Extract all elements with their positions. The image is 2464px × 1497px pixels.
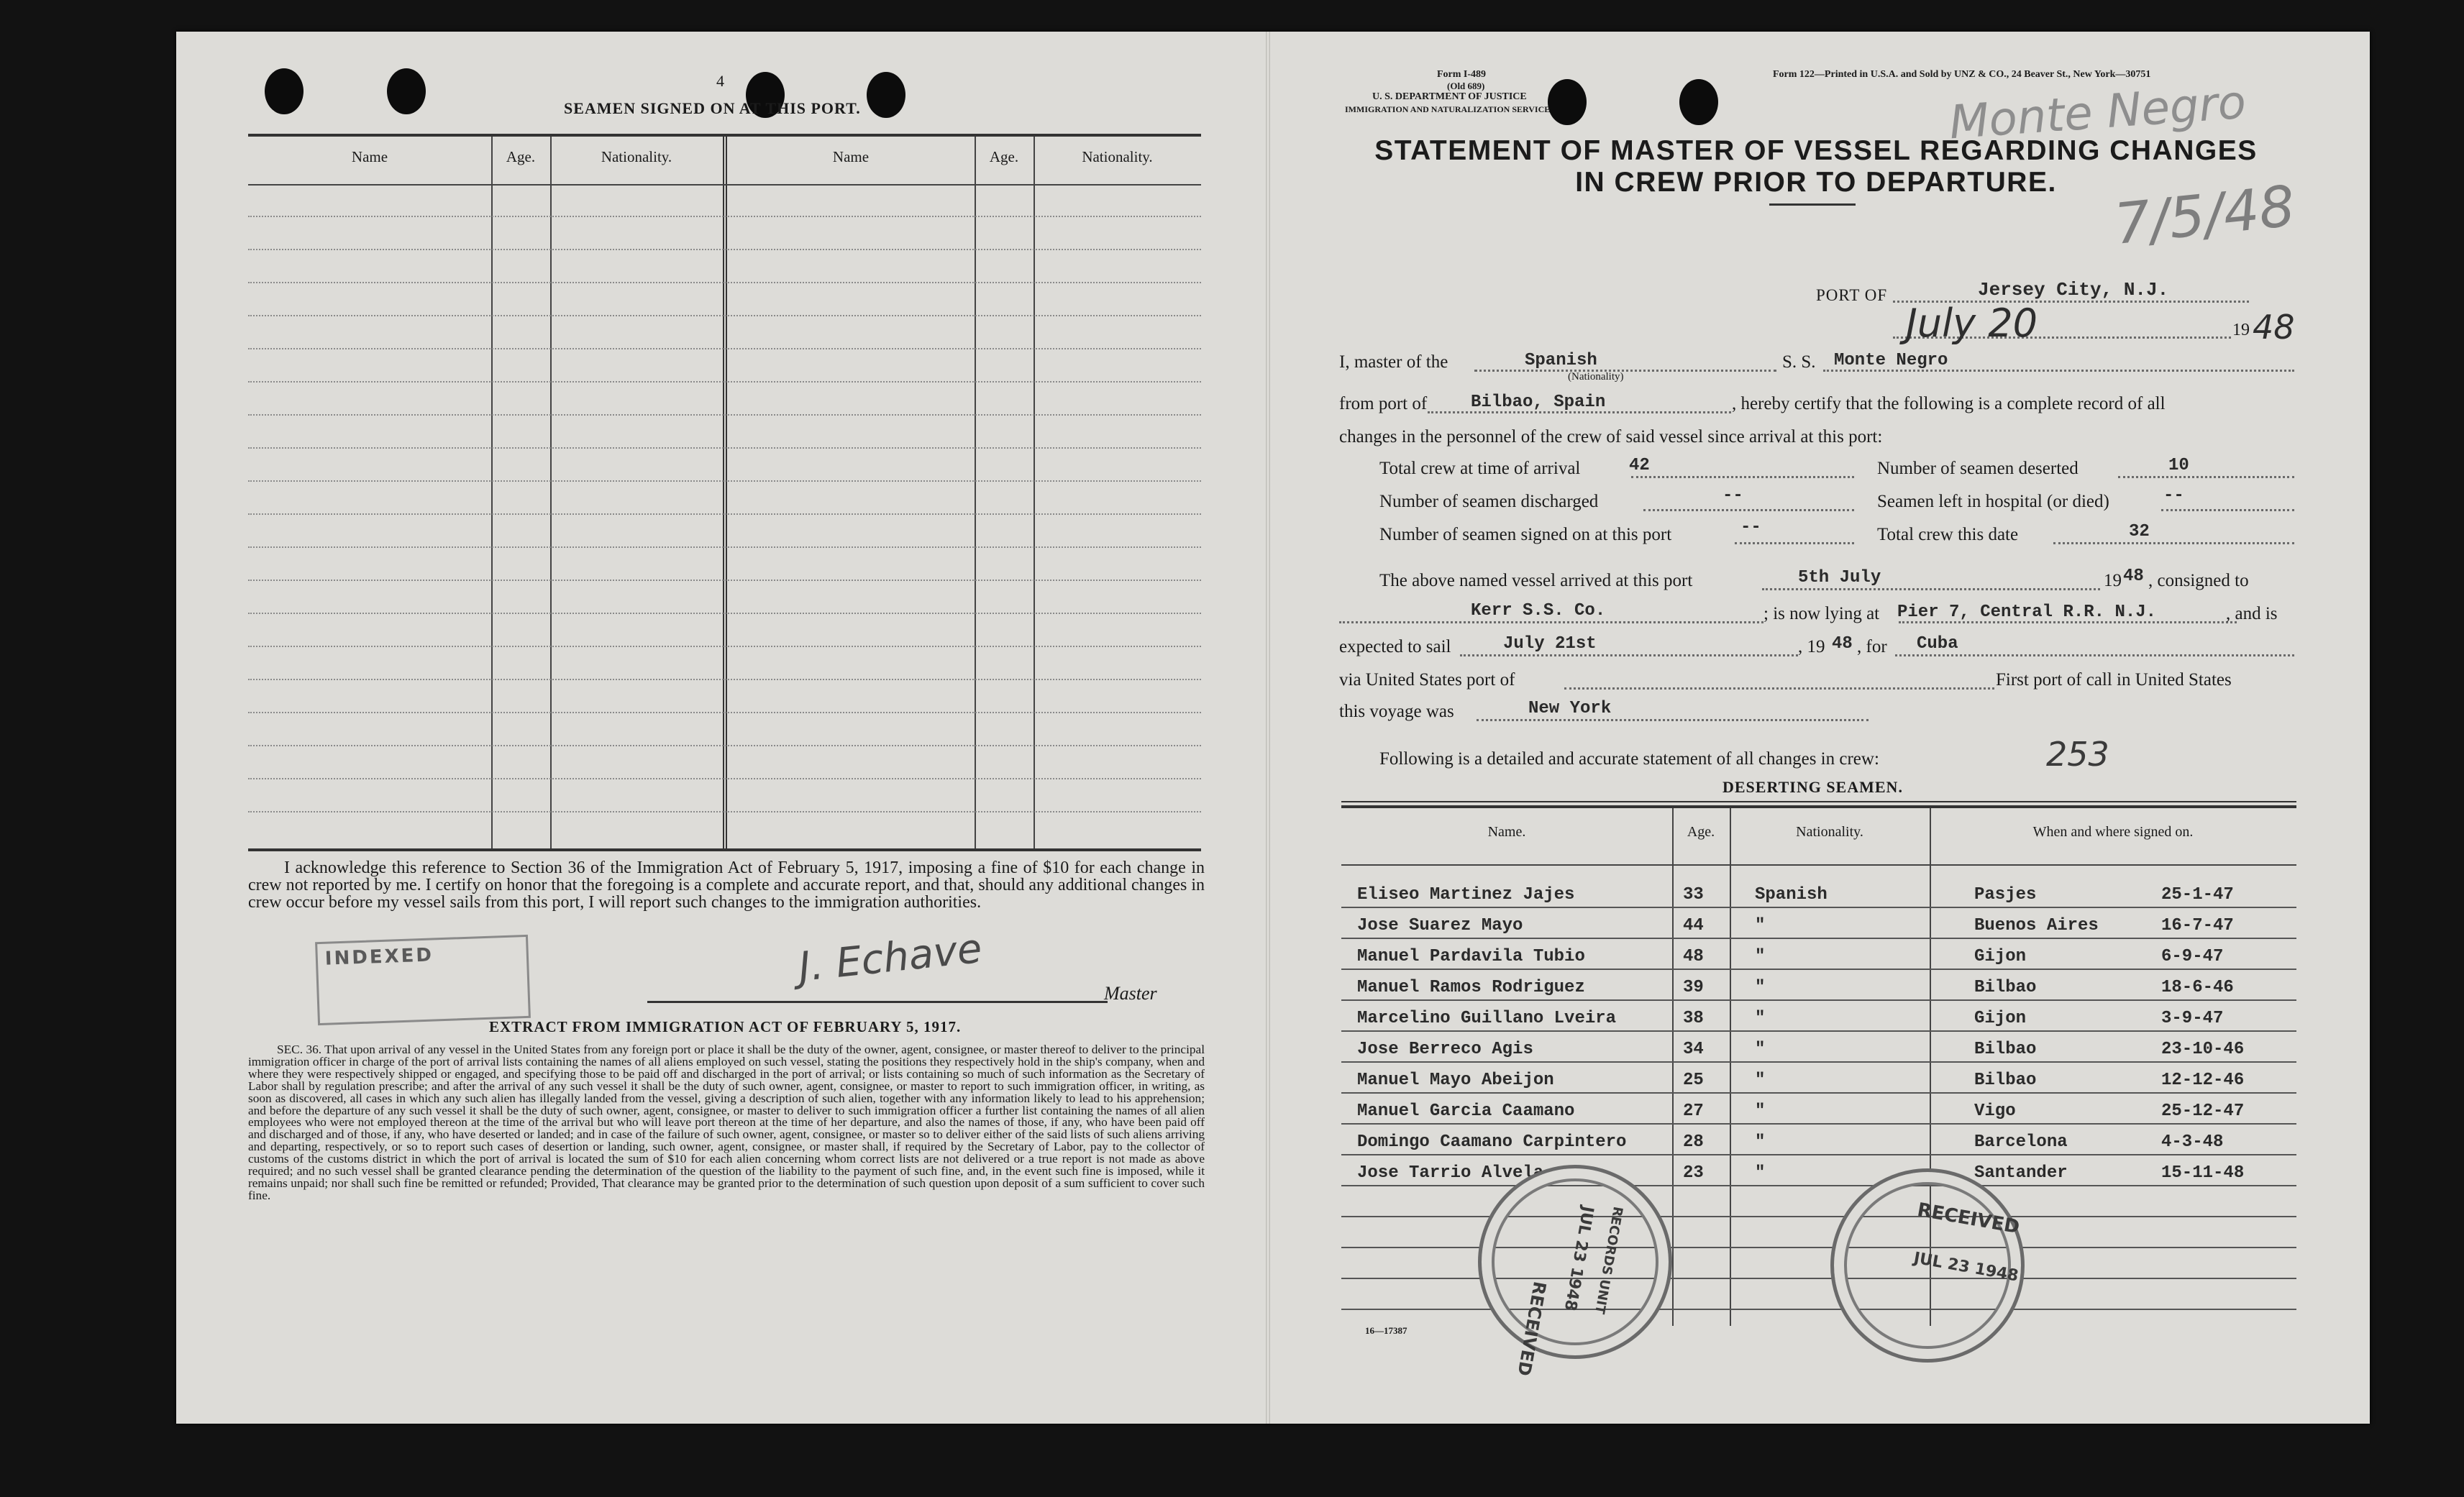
discharged-value: -- [1722, 486, 1743, 505]
form-code: 16—17387 [1365, 1325, 1407, 1336]
expected-label: expected to sail [1339, 637, 1451, 656]
seaman-name: Jose Suarez Mayo [1357, 916, 1523, 935]
seaman-signed-date: 4-3-48 [2161, 1132, 2224, 1152]
deserted-value: 10 [2168, 456, 2189, 475]
seaman-age: 38 [1683, 1009, 1704, 1028]
seaman-nationality: " [1755, 1163, 1766, 1183]
seaman-nationality: " [1755, 947, 1766, 966]
col-header: Name. [1487, 824, 1526, 840]
printer-line: Form 122—Printed in U.S.A. and Sold by UNZ & CO., 24 Beaver St., New York—30751 [1773, 69, 2151, 80]
port-value: Jersey City, N.J. [1978, 279, 2169, 301]
form-title-line2: IN CREW PRIOR TO DEPARTURE. [1575, 167, 2057, 198]
seaman-age: 23 [1683, 1163, 1704, 1183]
handwritten-date-corner: 7/5/48 [2111, 174, 2299, 257]
voyage-value: New York [1528, 699, 1612, 718]
sail-year-prefix: , 19 [1798, 637, 1825, 656]
discharged-label: Number of seamen discharged [1379, 492, 1599, 511]
first-call-label: First port of call in United States [1996, 670, 2232, 690]
table-row [248, 811, 1201, 812]
consignee: Kerr S.S. Co. [1471, 601, 1606, 621]
table-row [248, 712, 1201, 713]
table-row-line [1341, 1309, 2296, 1310]
punch-hole [1548, 79, 1587, 125]
seaman-age: 44 [1683, 916, 1704, 935]
seaman-signed-date: 15-11-48 [2161, 1163, 2245, 1183]
table-row-line [1341, 1154, 2296, 1155]
signed-on-value: -- [1740, 518, 1761, 537]
received-stamp-records: RECEIVED JUL 23 1948 RECORDS UNIT [1478, 1165, 1672, 1359]
lying-at: Pier 7, Central R.R. N.J. [1897, 603, 2157, 622]
table-row-line [1341, 938, 2296, 939]
table-row [248, 679, 1201, 680]
acknowledgement-text: I acknowledge this reference to Section 36 of the Immigration Act of February 5, 1917, imposing a fine of $10 for each change in crew not reported by me. I certify on honor that the foregoing is a complete and accurate report, and that, should any additional changes in crew occur before my vessel sails from this port, I will report such changes to the immigration authorities. [248, 859, 1205, 912]
col-header: Name [351, 148, 388, 165]
seaman-nationality: " [1755, 1102, 1766, 1121]
seaman-signed-place: Santander [1974, 1163, 2068, 1183]
table-row [248, 414, 1201, 416]
seaman-signed-date: 25-1-47 [2161, 885, 2234, 905]
seaman-age: 33 [1683, 885, 1704, 905]
changes-text: changes in the personnel of the crew of said vessel since arrival at this port: [1339, 427, 1883, 447]
seaman-signed-date: 12-12-46 [2161, 1071, 2245, 1090]
col-header: Age. [506, 148, 536, 165]
seaman-signed-date: 18-6-46 [2161, 978, 2234, 997]
seaman-signed-place: Barcelona [1974, 1132, 2068, 1152]
table-row-line [1341, 999, 2296, 1001]
col-header: Age. [1687, 824, 1715, 840]
section-title: SEAMEN SIGNED ON AT THIS PORT. [564, 99, 861, 117]
master-label: Master [1104, 983, 1157, 1004]
table-row [248, 613, 1201, 614]
table-row-line [1341, 1216, 2296, 1217]
seamen-signed-on-table [248, 134, 1201, 851]
received-stamp: RECEIVED JUL 23 1948 [1830, 1168, 2025, 1363]
seaman-signed-place: Vigo [1974, 1102, 2016, 1121]
seaman-name: Marcelino Guillano Lveira [1357, 1009, 1617, 1028]
ss-label: S. S. [1782, 352, 1816, 372]
seaman-name: Jose Tarrio Alvela [1357, 1163, 1544, 1183]
seaman-age: 34 [1683, 1040, 1704, 1059]
table-row-line [1341, 1092, 2296, 1094]
form-title-line1: STATEMENT OF MASTER OF VESSEL REGARDING CHANGES [1374, 135, 2258, 166]
via-label: via United States port of [1339, 670, 1515, 690]
lying-label: ; is now lying at [1763, 604, 1880, 623]
consigned-label: , consigned to [2148, 571, 2249, 590]
seaman-age: 28 [1683, 1132, 1704, 1152]
table-row [248, 282, 1201, 283]
handwritten-vessel: Monte Negro [1947, 75, 2248, 150]
total-arrival-label: Total crew at time of arrival [1379, 459, 1581, 478]
page-number: 4 [716, 72, 724, 90]
handwritten-number: 253 [2046, 735, 2109, 774]
seaman-signed-place: Bilbao [1974, 1071, 2037, 1090]
expected-value: July 21st [1503, 634, 1597, 654]
table-row-line [1341, 1030, 2296, 1032]
col-header: When and where signed on. [2032, 824, 2194, 840]
table-row [248, 216, 1201, 217]
seaman-name: Manuel Mayo Abeijon [1357, 1071, 1554, 1090]
vessel-name: Monte Negro [1834, 351, 1948, 370]
table-row-line [1341, 1123, 2296, 1125]
seaman-name: Eliseo Martinez Jajes [1357, 885, 1575, 905]
signature-line [647, 1001, 1108, 1003]
seaman-age: 27 [1683, 1102, 1704, 1121]
seaman-name: Jose Berreco Agis [1357, 1040, 1533, 1059]
seaman-nationality: " [1755, 1040, 1766, 1059]
seaman-name: Manuel Pardavila Tubio [1357, 947, 1585, 966]
table-row [248, 745, 1201, 746]
seaman-signed-place: Buenos Aires [1974, 916, 2099, 935]
department: U. S. DEPARTMENT OF JUSTICE [1372, 91, 1527, 102]
table-row [248, 580, 1201, 581]
table-row [248, 348, 1201, 349]
following-label: Following is a detailed and accurate statement of all changes in crew: [1379, 749, 1879, 769]
seaman-signed-place: Bilbao [1974, 1040, 2037, 1059]
table-row [248, 315, 1201, 316]
seaman-age: 25 [1683, 1071, 1704, 1090]
year-prefix: 19 [2232, 321, 2250, 339]
seaman-nationality: " [1755, 916, 1766, 935]
certify-text: , hereby certify that the following is a complete record of all [1732, 394, 2166, 413]
sail-year: 48 [1832, 634, 1853, 654]
port-label: PORT OF [1816, 286, 1888, 304]
seaman-name: Domingo Caamano Carpintero [1357, 1132, 1627, 1152]
hospital-value: -- [2163, 486, 2184, 505]
title-underline [1769, 203, 1856, 206]
seaman-signed-place: Bilbao [1974, 978, 2037, 997]
arrived-year-prefix: 19 [2104, 571, 2122, 590]
punch-hole [265, 68, 304, 114]
master-signature: J. Echave [796, 925, 985, 992]
table-row-line [1341, 1185, 2296, 1186]
nationality-value: Spanish [1525, 351, 1597, 370]
seaman-signed-date: 23-10-46 [2161, 1040, 2245, 1059]
col-header: Nationality. [1082, 148, 1153, 165]
table-row [248, 381, 1201, 383]
seaman-signed-place: Gijon [1974, 947, 2027, 966]
arrived-year: 48 [2123, 567, 2144, 586]
hospital-label: Seamen left in hospital (or died) [1877, 492, 2109, 511]
seaman-signed-place: Gijon [1974, 1009, 2027, 1028]
seaman-signed-date: 3-9-47 [2161, 1009, 2224, 1028]
page-fold [1266, 32, 1270, 1424]
seaman-signed-date: 6-9-47 [2161, 947, 2224, 966]
from-port-label: from port of [1339, 394, 1428, 413]
col-header: Nationality. [1796, 824, 1863, 840]
and-is-label: , and is [2226, 604, 2278, 623]
table-row-line [1341, 907, 2296, 908]
seaman-name: Manuel Garcia Caamano [1357, 1102, 1575, 1121]
table-row [248, 778, 1201, 779]
seaman-signed-place: Pasjes [1974, 885, 2037, 905]
table-row-line [1341, 1061, 2296, 1063]
arrived-value: 5th July [1798, 568, 1881, 587]
table-row [248, 447, 1201, 449]
deserting-title: DESERTING SEAMEN. [1722, 778, 1903, 796]
destination: Cuba [1917, 634, 1958, 654]
seaman-nationality: " [1755, 1071, 1766, 1090]
form-old: (Old 689) [1447, 81, 1485, 91]
punch-hole [1679, 79, 1718, 125]
total-arrival-value: 42 [1629, 456, 1650, 475]
seaman-nationality: " [1755, 1009, 1766, 1028]
seaman-age: 39 [1683, 978, 1704, 997]
service-name: IMMIGRATION AND NATURALIZATION SERVICE [1345, 104, 1551, 114]
total-date-value: 32 [2129, 522, 2150, 541]
seaman-nationality: Spanish [1755, 885, 1828, 905]
table-row [248, 646, 1201, 647]
extract-title: EXTRACT FROM IMMIGRATION ACT OF FEBRUARY 5, 1917. [489, 1018, 962, 1035]
col-header: Age. [989, 148, 1019, 165]
seaman-age: 48 [1683, 947, 1704, 966]
handwritten-date: July 20 [1906, 301, 2038, 346]
col-header: Nationality. [601, 148, 672, 165]
total-date-label: Total crew this date [1877, 525, 2019, 544]
section-36-text: SEC. 36. That upon arrival of any vessel in the United States from any foreign port or place it shall be the duty of the owner, agent, consignee, or master thereof to deliver to the principal immigration officer in charge of the port of arrival lists containing the names of all aliens employed on such vessel, stating the positions they respectively hold in the ship's company, when and where they were respectively shipped or engaged, and specifying those to be paid off and discharged in the port of arrival; or lists containing so much of such information as the Secretary of Labor shall by regulation prescribe; and after the arrival of any such vessel it shall be the duty of such owner, agent, consignee, or master to report to such immigration officer, in writing, as soon as discovered, all cases in which any such alien has illegally landed from the vessel, giving a description of such alien, together with any information likely to lead to his apprehension; and before the departure of any such vessel it shall be the duty of such owner, agent, consignee, or master to deliver to such immigration officer a further list containing the names of all alien employees who were not employed thereon at the time of the arrival but who will leave port thereon at the time of her departure, and also the names of those, if any, who have been paid off and discharged and of those, if any, who have deserted or landed; and in case of the failure of such owner, agent, consignee, or master so to deliver either of the said lists of such aliens arriving and departing, respectively, or so to report such cases of desertion or landing, such owner, agent, consignee, or master shall, if required by the Secretary of Labor, pay to the collector of customs of the customs district in which the port of arrival is located the sum of $10 for each alien concerning whom correct lists are not delivered or a true report is not made as above required; and no such vessel shall be granted clearance pending the determination of the question of the liability to the payment of such fine, and, in the event such fine is imposed, while it remains unpaid; nor shall such fine be remitted or refunded; Provided, That clearance may be granted prior to the determination of such question upon deposit of a sum sufficient to cover such fine. [248, 1043, 1205, 1202]
col-header: Name [832, 148, 870, 165]
nationality-caption: (Nationality) [1568, 371, 1624, 383]
handwritten-year: 48 [2253, 308, 2295, 347]
master-of-label: I, master of the [1339, 352, 1448, 372]
punch-hole [387, 68, 426, 114]
punch-hole [867, 72, 905, 118]
seaman-signed-date: 25-12-47 [2161, 1102, 2245, 1121]
for-label: , for [1857, 637, 1887, 656]
table-row [248, 546, 1201, 548]
indexed-stamp: INDEXED [315, 935, 531, 1025]
seaman-nationality: " [1755, 1132, 1766, 1152]
seaman-name: Manuel Ramos Rodriguez [1357, 978, 1585, 997]
table-row [248, 480, 1201, 482]
voyage-label: this voyage was [1339, 702, 1454, 721]
from-port-value: Bilbao, Spain [1471, 393, 1606, 412]
signed-on-label: Number of seamen signed on at this port [1379, 525, 1672, 544]
seaman-nationality: " [1755, 978, 1766, 997]
seaman-signed-date: 16-7-47 [2161, 916, 2234, 935]
table-row [248, 249, 1201, 250]
arrived-label: The above named vessel arrived at this port [1379, 571, 1693, 590]
table-row-line [1341, 969, 2296, 970]
deserted-label: Number of seamen deserted [1877, 459, 2079, 478]
form-id: Form I-489 [1437, 69, 1487, 80]
table-row [248, 513, 1201, 515]
